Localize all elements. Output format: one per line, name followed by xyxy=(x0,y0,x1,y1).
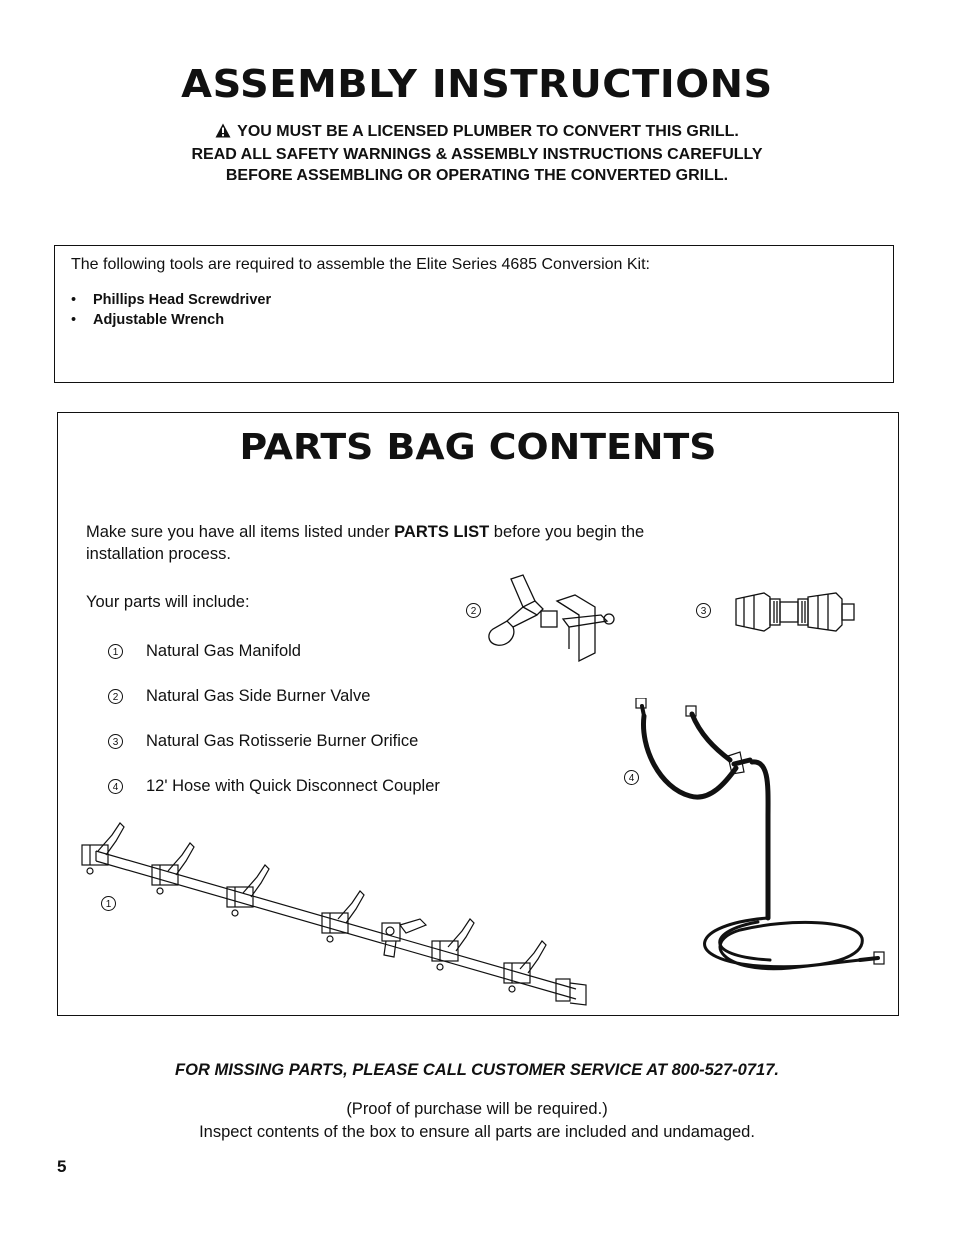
number-badge: 1 xyxy=(108,644,123,659)
parts-title: PARTS BAG CONTENTS xyxy=(239,427,717,468)
list-item: • Adjustable Wrench xyxy=(71,312,225,328)
list-item: 3 Natural Gas Rotisserie Burner Orifice xyxy=(106,731,440,776)
side-burner-valve-icon xyxy=(483,571,633,663)
page-number: 5 xyxy=(57,1157,67,1176)
warning-line-3: BEFORE ASSEMBLING OR OPERATING THE CONVERTED GRILL. xyxy=(225,167,729,184)
parts-bag-box xyxy=(57,412,899,1016)
tools-required-box xyxy=(54,245,894,383)
parts-list xyxy=(106,641,440,821)
callout-4: 4 xyxy=(624,770,639,785)
callout-3: 3 xyxy=(696,603,711,618)
tools-intro: The following tools are required to assemble the Elite Series 4685 Conversion Kit: xyxy=(71,256,650,273)
list-item: 1 Natural Gas Manifold xyxy=(106,641,440,686)
parts-intro: Make sure you have all items listed under PARTS LIST before you begin the installation process. xyxy=(86,523,645,563)
bullet-icon: • xyxy=(71,292,77,308)
warning-line-2: READ ALL SAFETY WARNINGS & ASSEMBLY INSTRUCTIONS CAREFULLY xyxy=(191,146,763,163)
safety-warning xyxy=(0,121,954,186)
tools-list xyxy=(71,290,271,330)
hose-coupler-icon xyxy=(630,698,890,988)
number-badge: 2 xyxy=(108,689,123,704)
number-badge: 4 xyxy=(108,779,123,794)
callout-2: 2 xyxy=(466,603,481,618)
callout-1: 1 xyxy=(101,896,116,911)
parts-include-label: Your parts will include: xyxy=(86,593,250,611)
rotisserie-orifice-icon xyxy=(730,589,860,635)
missing-parts-notice: FOR MISSING PARTS, PLEASE CALL CUSTOMER SERVICE AT 800-527-0717. xyxy=(175,1061,779,1079)
gas-manifold-icon xyxy=(76,821,596,1007)
proof-notice: (Proof of purchase will be required.) Inspect contents of the box to ensure all parts are included and undamaged. xyxy=(199,1100,755,1141)
bullet-icon: • xyxy=(71,312,77,328)
page-title: ASSEMBLY INSTRUCTIONS xyxy=(181,62,773,106)
warning-triangle-icon xyxy=(215,123,231,144)
number-badge: 3 xyxy=(108,734,123,749)
list-item: 2 Natural Gas Side Burner Valve xyxy=(106,686,440,731)
warning-line-1: YOU MUST BE A LICENSED PLUMBER TO CONVERT THIS GRILL. xyxy=(0,121,954,144)
list-item: 4 12' Hose with Quick Disconnect Coupler xyxy=(106,776,440,821)
list-item: • Phillips Head Screwdriver xyxy=(71,292,272,308)
